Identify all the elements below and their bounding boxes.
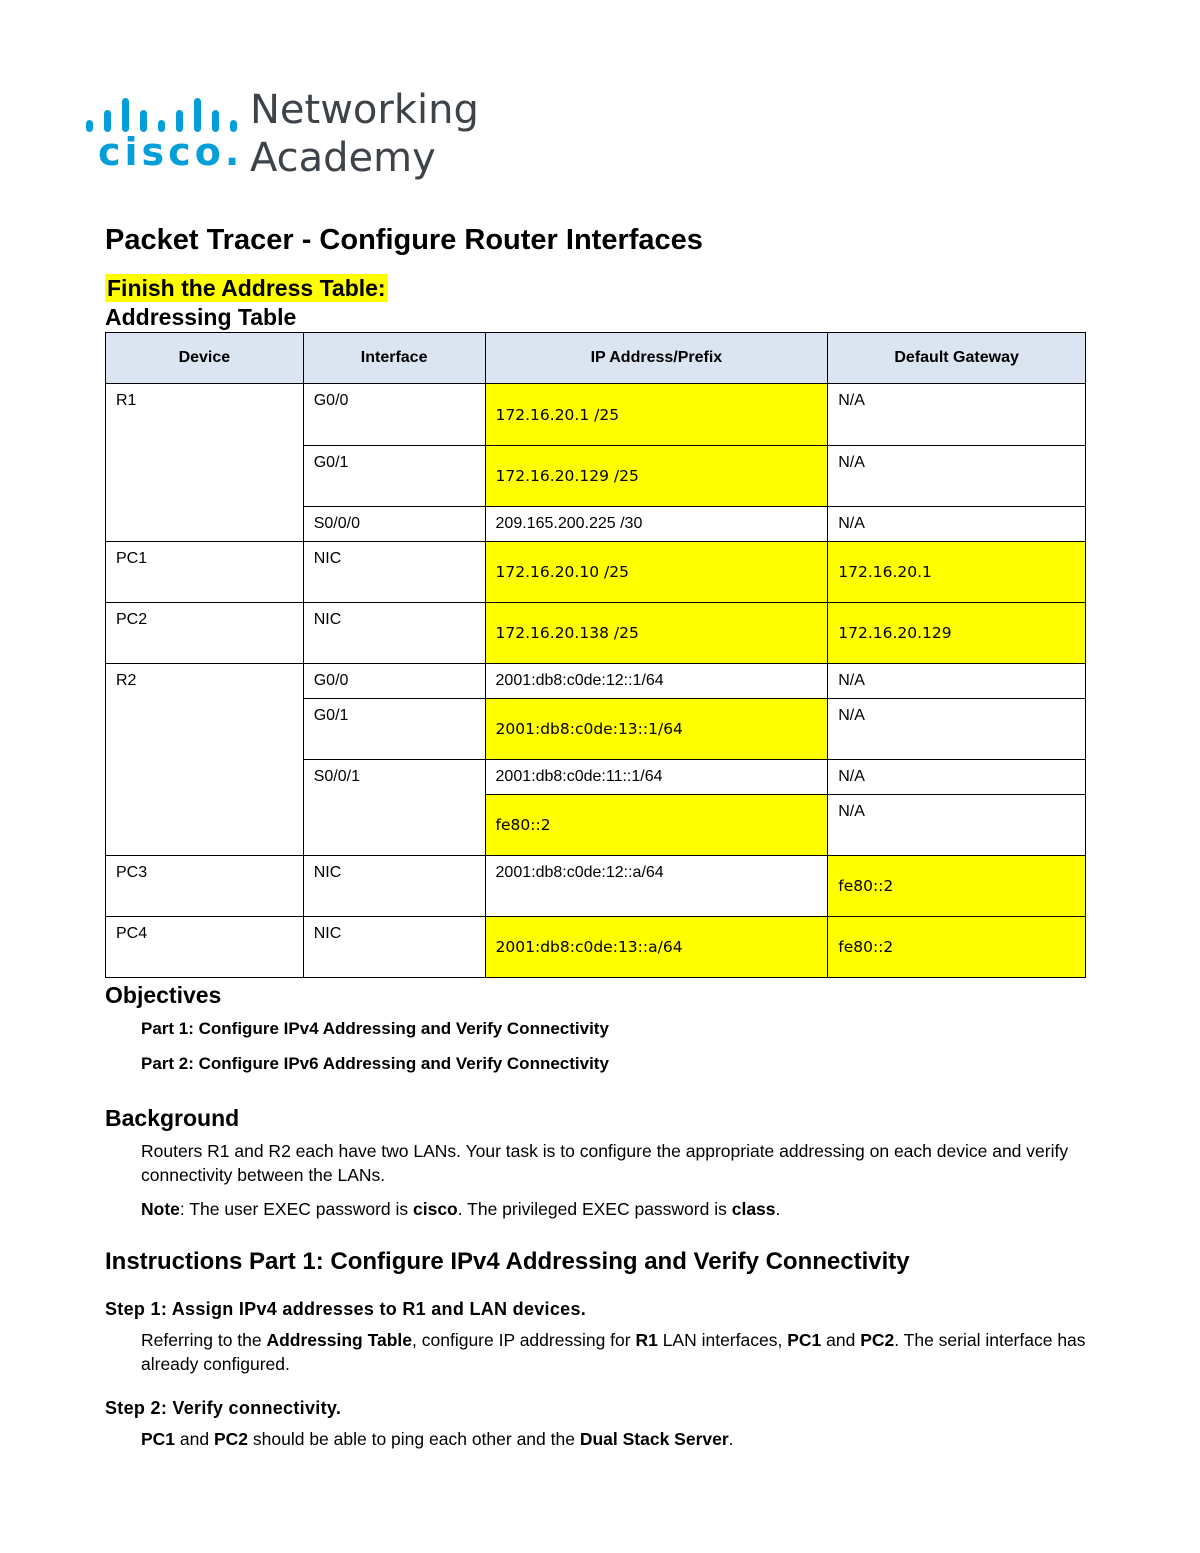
addressing-table xyxy=(105,332,1086,978)
step1-text: Referring to the Addressing Table, configure IP addressing for R1 LAN interfaces, PC1 and PC2. The serial interface has already configured. xyxy=(141,1330,1086,1374)
gateway-cell: N/A xyxy=(828,446,1086,507)
ip-cell: 2001:db8:c0de:12::1/64 xyxy=(485,664,828,699)
ip-cell: 172.16.20.1 /25 xyxy=(485,384,828,446)
gateway-cell: 172.16.20.129 xyxy=(828,603,1086,664)
header-interface: Interface xyxy=(303,333,485,384)
ip-cell: 2001:db8:c0de:12::a/64 xyxy=(485,856,828,917)
gateway-cell: N/A xyxy=(828,699,1086,760)
interface-cell: S0/0/1 xyxy=(303,760,485,856)
table-heading: Addressing Table xyxy=(105,304,297,330)
table-row xyxy=(106,856,1086,917)
gateway-cell: N/A xyxy=(828,507,1086,542)
ip-cell: fe80::2 xyxy=(485,795,828,856)
objective-item: Part 1: Configure IPv4 Addressing and Verify Connectivity xyxy=(141,1019,609,1038)
table-row xyxy=(106,542,1086,603)
document-body xyxy=(105,220,1095,1451)
ip-cell: 2001:db8:c0de:11::1/64 xyxy=(485,760,828,795)
privileged-password: class xyxy=(731,1199,776,1219)
cisco-bridge-icon xyxy=(86,96,238,132)
gateway-cell: fe80::2 xyxy=(828,856,1086,917)
ip-cell: 2001:db8:c0de:13::a/64 xyxy=(485,917,828,978)
objectives-heading: Objectives xyxy=(105,982,222,1008)
interface-cell: NIC xyxy=(303,603,485,664)
interface-cell: NIC xyxy=(303,917,485,978)
ip-cell: 209.165.200.225 /30 xyxy=(485,507,828,542)
header-ip: IP Address/Prefix xyxy=(485,333,828,384)
table-row xyxy=(106,384,1086,446)
product-name: Networking Academy xyxy=(250,87,479,181)
ip-cell: 2001:db8:c0de:13::1/64 xyxy=(485,699,828,760)
gateway-cell: N/A xyxy=(828,760,1086,795)
device-cell: PC2 xyxy=(106,603,304,664)
device-cell: PC4 xyxy=(106,917,304,978)
objectives-section xyxy=(105,980,1095,1075)
interface-cell: NIC xyxy=(303,856,485,917)
user-password: cisco xyxy=(413,1199,458,1219)
step2-title: Step 2: Verify connectivity. xyxy=(105,1398,342,1418)
gateway-cell: N/A xyxy=(828,384,1086,446)
gateway-cell: N/A xyxy=(828,664,1086,699)
header-device: Device xyxy=(106,333,304,384)
highlight-heading: Finish the Address Table: xyxy=(107,275,386,301)
step2-text: PC1 and PC2 should be able to ping each other and the Dual Stack Server. xyxy=(141,1429,734,1449)
ip-cell: 172.16.20.10 /25 xyxy=(485,542,828,603)
gateway-cell: fe80::2 xyxy=(828,917,1086,978)
ip-cell: 172.16.20.129 /25 xyxy=(485,446,828,507)
gateway-cell: N/A xyxy=(828,795,1086,856)
objective-item: Part 2: Configure IPv6 Addressing and Verify Connectivity xyxy=(141,1054,609,1073)
interface-cell: G0/0 xyxy=(303,664,485,699)
interface-cell: S0/0/0 xyxy=(303,507,485,542)
table-header-row xyxy=(106,333,1086,384)
device-cell: PC1 xyxy=(106,542,304,603)
cisco-networking-academy-logo xyxy=(86,88,486,180)
device-cell: R2 xyxy=(106,664,304,856)
table-row xyxy=(106,664,1086,699)
device-cell: R1 xyxy=(106,384,304,542)
interface-cell: G0/1 xyxy=(303,699,485,760)
device-cell: PC3 xyxy=(106,856,304,917)
gateway-cell: 172.16.20.1 xyxy=(828,542,1086,603)
background-heading: Background xyxy=(105,1105,240,1131)
note-label: Note xyxy=(141,1199,180,1219)
table-row xyxy=(106,917,1086,978)
page-title: Packet Tracer - Configure Router Interfaces xyxy=(105,224,703,256)
interface-cell: G0/1 xyxy=(303,446,485,507)
step1-title: Step 1: Assign IPv4 addresses to R1 and LAN devices. xyxy=(105,1299,587,1319)
interface-cell: G0/0 xyxy=(303,384,485,446)
note-paragraph: Note: The user EXEC password is cisco. The privileged EXEC password is class. xyxy=(141,1199,781,1219)
header-gateway: Default Gateway xyxy=(828,333,1086,384)
cisco-wordmark: cisco. xyxy=(98,130,244,174)
ip-cell: 172.16.20.138 /25 xyxy=(485,603,828,664)
table-row xyxy=(106,603,1086,664)
background-text: Routers R1 and R2 each have two LANs. Your task is to configure the appropriate addressing on each device and verify connectivity between the LANs. xyxy=(141,1141,1069,1185)
interface-cell: NIC xyxy=(303,542,485,603)
instructions-heading: Instructions Part 1: Configure IPv4 Addressing and Verify Connectivity xyxy=(105,1248,910,1275)
